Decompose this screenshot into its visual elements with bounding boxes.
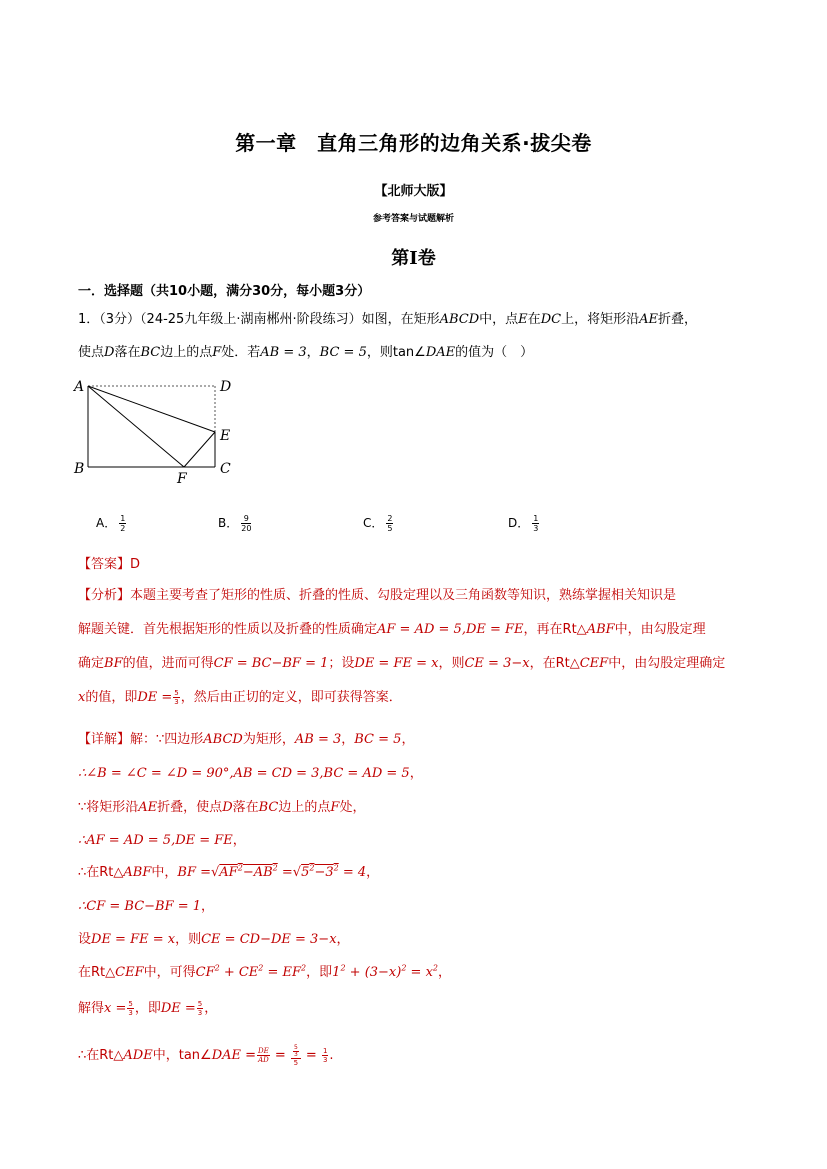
label-C: C [220, 461, 231, 477]
detail-line-10: ∴在Rt△ADE中，tan∠DAE = $\frac{DE}{AD}$ = $\frac{\frac{5}{3}}{5}$ = $\frac{1}{3}$ . [78, 1043, 334, 1067]
analysis-line-1: 【分析】本题主要考查了矩形的性质、折叠的性质、勾股定理以及三角函数等知识，熟练掌握相关知识是 [78, 588, 677, 603]
detail-line-6: ∴CF = BC−BF = 1， [78, 899, 215, 914]
page-title: 第一章 直角三角形的边角关系·拔尖卷 [235, 131, 592, 155]
label-B: B [74, 461, 85, 477]
label-E: E [220, 428, 231, 444]
option-d[interactable]: D． $\frac{1}{3}$ [508, 514, 539, 533]
subtitle: 参考答案与试题解析 [372, 214, 454, 224]
question-stem: 1．（3分）（24-25九年级上·湖南郴州·阶段练习）如图，在矩形 [78, 312, 440, 327]
detail-line-3: ∵将矩形沿AE折叠，使点D落在BC边上的点F处， [78, 800, 366, 815]
detail-line-5: ∴在Rt△ABF中，BF $=√AF^2-AB^2 =√5^2-3^2 = 4$， [78, 863, 380, 880]
detail-line-8: 在Rt△CEF中，可得$CF^2 + CE^2 = EF^2$，即$1^2 + (3-x)^2 = x^2$， [78, 963, 452, 980]
question-line-2: 使点D落在BC边上的点F处．若AB = 3，BC = 5，则tan∠DAE的值为（ ） [78, 345, 534, 360]
section-heading: 一．选择题（共10小题，满分30分，每小题3分） [78, 284, 371, 299]
question-line-1: 1．（3分）（24-25九年级上·湖南郴州·阶段练习）如图，在矩形ABCD中，点E在DC上，将矩形沿AE折叠， [78, 312, 697, 327]
answer-line: 【答案】D [78, 557, 141, 572]
option-c[interactable]: C． $\frac{2}{5}$ [363, 514, 393, 533]
option-b-fraction: $\frac{9}{20}$ [241, 514, 252, 533]
option-b[interactable]: B． $\frac{9}{20}$ [218, 514, 252, 533]
detail-line-4: ∴AF = AD = 5,DE = FE， [78, 833, 246, 848]
edition-label: 【北师大版】 [374, 184, 453, 199]
option-c-fraction: $\frac{2}{5}$ [387, 514, 393, 533]
segment-AF [88, 386, 184, 467]
label-A: A [74, 379, 85, 395]
detail-line-2: ∴∠B = ∠C = ∠D = 90°,AB = CD = 3,BC = AD = 5， [78, 766, 423, 781]
detail-line-7: 设DE = FE = x，则CE = CD−DE = 3−x， [78, 932, 350, 947]
analysis-line-2: 解题关键．首先根据矩形的性质以及折叠的性质确定AF = AD = 5,DE = FE，再在Rt△ABF中，由勾股定理 [78, 622, 706, 637]
detail-line-1: 【详解】解：∵四边形ABCD为矩形，AB = 3，BC = 5， [78, 732, 415, 747]
option-a[interactable]: A． $\frac{1}{2}$ [96, 514, 126, 533]
segment-AE [88, 386, 215, 432]
analysis-line-4: x的值，即DE = $\frac{5}{3}$ ，然后由正切的定义，即可获得答案． [78, 689, 402, 706]
label-F: F [177, 471, 187, 487]
analysis-line-3: 确定BF的值，进而可得CF = BC−BF = 1；设DE = FE = x，则CE = 3−x，在Rt△CEF中，由勾股定理确定 [78, 656, 726, 671]
option-d-fraction: $\frac{1}{3}$ [533, 514, 539, 533]
detail-line-9: 解得x = $\frac{5}{3}$ ，即DE = $\frac{5}{3}$ ， [78, 1000, 218, 1017]
volume-heading: 第Ⅰ卷 [391, 248, 436, 269]
option-a-fraction: $\frac{1}{2}$ [120, 514, 126, 533]
label-D: D [220, 379, 232, 395]
segment-FE [184, 432, 215, 467]
answer-value: D [130, 557, 141, 572]
rectangle-figure [70, 372, 240, 487]
